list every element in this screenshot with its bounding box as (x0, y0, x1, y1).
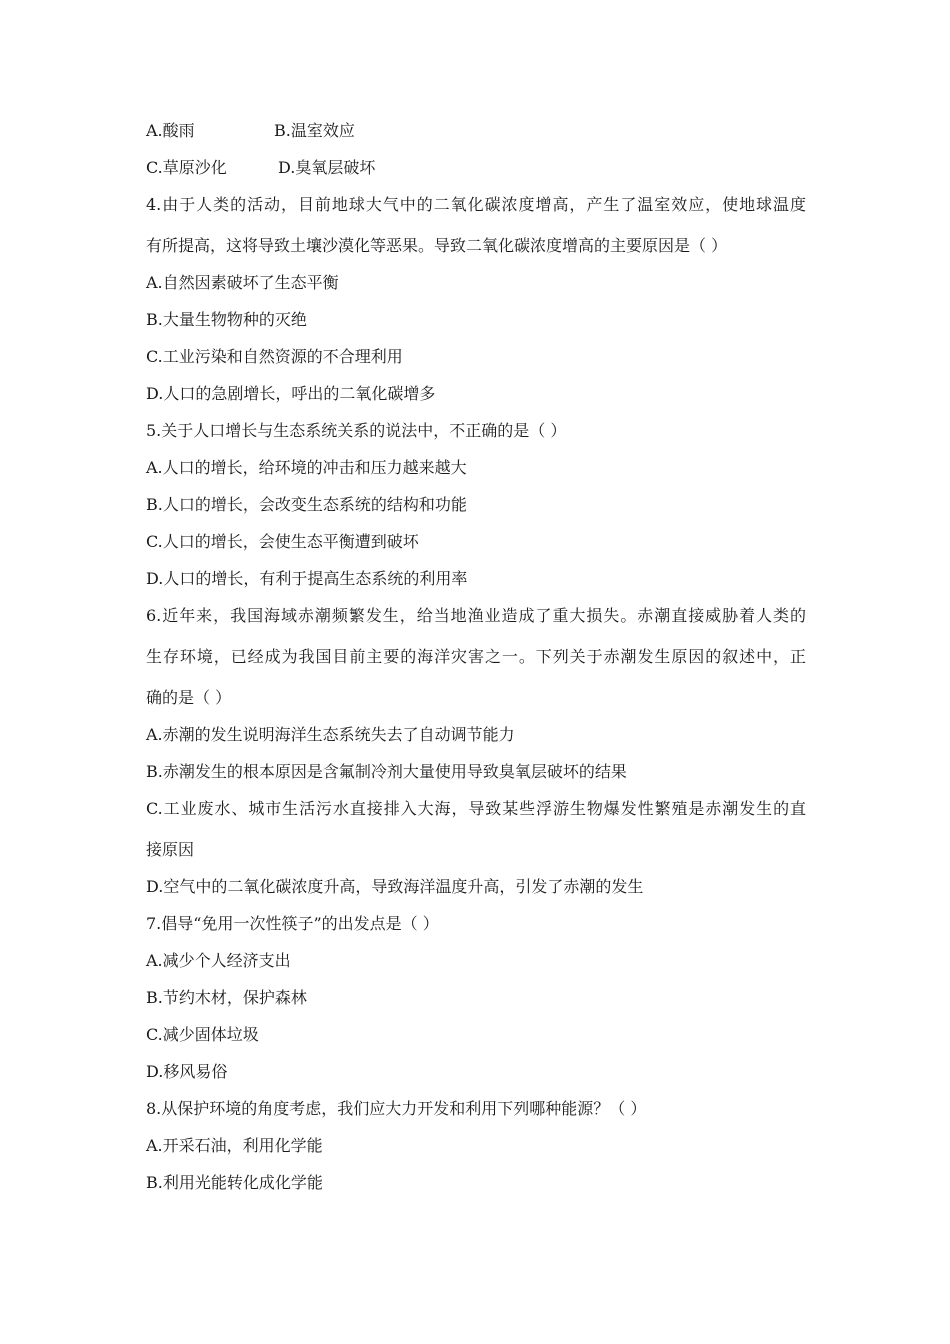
q4-stem-line-2: 有所提高，这将导致土壤沙漠化等恶果。导致二氧化碳浓度增高的主要原因是（ ） (146, 236, 728, 255)
question-content (146, 121, 814, 1193)
q8-option-b: B.利用光能转化成化学能 (146, 1173, 323, 1192)
q3-options-row-2 (146, 158, 814, 178)
q6-option-c-line-1: C.工业废水、城市生活污水直接排入大海，导致某些浮游生物爆发性繁殖是赤潮发生的直 (146, 799, 806, 818)
q4-option-b: B.大量生物物种的灭绝 (146, 310, 307, 329)
q6-option-d: D.空气中的二氧化碳浓度升高，导致海洋温度升高，引发了赤潮的发生 (146, 877, 644, 896)
q3-option-d: D.臭氧层破坏 (278, 158, 376, 177)
q7-option-d: D.移风易俗 (146, 1062, 228, 1081)
q7-stem: 7.倡导“免用一次性筷子”的出发点是（ ） (146, 914, 439, 933)
q6-stem-line-1: 6.近年来，我国海域赤潮频繁发生，给当地渔业造成了重大损失。赤潮直接威胁着人类的 (146, 606, 806, 625)
q3-option-b: B.温室效应 (274, 121, 355, 140)
q6-option-a: A.赤潮的发生说明海洋生态系统失去了自动调节能力 (146, 725, 515, 744)
q8-option-a: A.开采石油，利用化学能 (146, 1136, 323, 1155)
q6-stem-line-3: 确的是（ ） (146, 688, 232, 707)
q8-stem: 8.从保护环境的角度考虑，我们应大力开发和利用下列哪种能源？（ ） (146, 1099, 647, 1118)
q4-stem-line-1: 4.由于人类的活动，目前地球大气中的二氧化碳浓度增高，产生了温室效应，使地球温度 (146, 195, 806, 214)
q6-option-b: B.赤潮发生的根本原因是含氟制冷剂大量使用导致臭氧层破坏的结果 (146, 762, 627, 781)
q5-option-d: D.人口的增长，有利于提高生态系统的利用率 (146, 569, 468, 588)
q5-stem: 5.关于人口增长与生态系统关系的说法中，不正确的是（ ） (146, 421, 567, 440)
q4-option-a: A.自然因素破坏了生态平衡 (146, 273, 339, 292)
q7-option-a: A.减少个人经济支出 (146, 951, 291, 970)
q3-options-row-1 (146, 121, 814, 141)
q4-option-d: D.人口的急剧增长，呼出的二氧化碳增多 (146, 384, 436, 403)
q5-option-b: B.人口的增长，会改变生态系统的结构和功能 (146, 495, 467, 514)
q5-option-c: C.人口的增长，会使生态平衡遭到破坏 (146, 532, 419, 551)
q6-stem-line-2: 生存环境，已经成为我国目前主要的海洋灾害之一。下列关于赤潮发生原因的叙述中，正 (146, 647, 806, 666)
q7-option-b: B.节约木材，保护森林 (146, 988, 307, 1007)
q3-option-c: C.草原沙化 (146, 158, 227, 177)
q7-option-c: C.减少固体垃圾 (146, 1025, 259, 1044)
q5-option-a: A.人口的增长，给环境的冲击和压力越来越大 (146, 458, 467, 477)
q6-option-c-line-2: 接原因 (146, 840, 195, 859)
q3-option-a: A.酸雨 (146, 121, 195, 140)
q4-option-c: C.工业污染和自然资源的不合理利用 (146, 347, 403, 366)
